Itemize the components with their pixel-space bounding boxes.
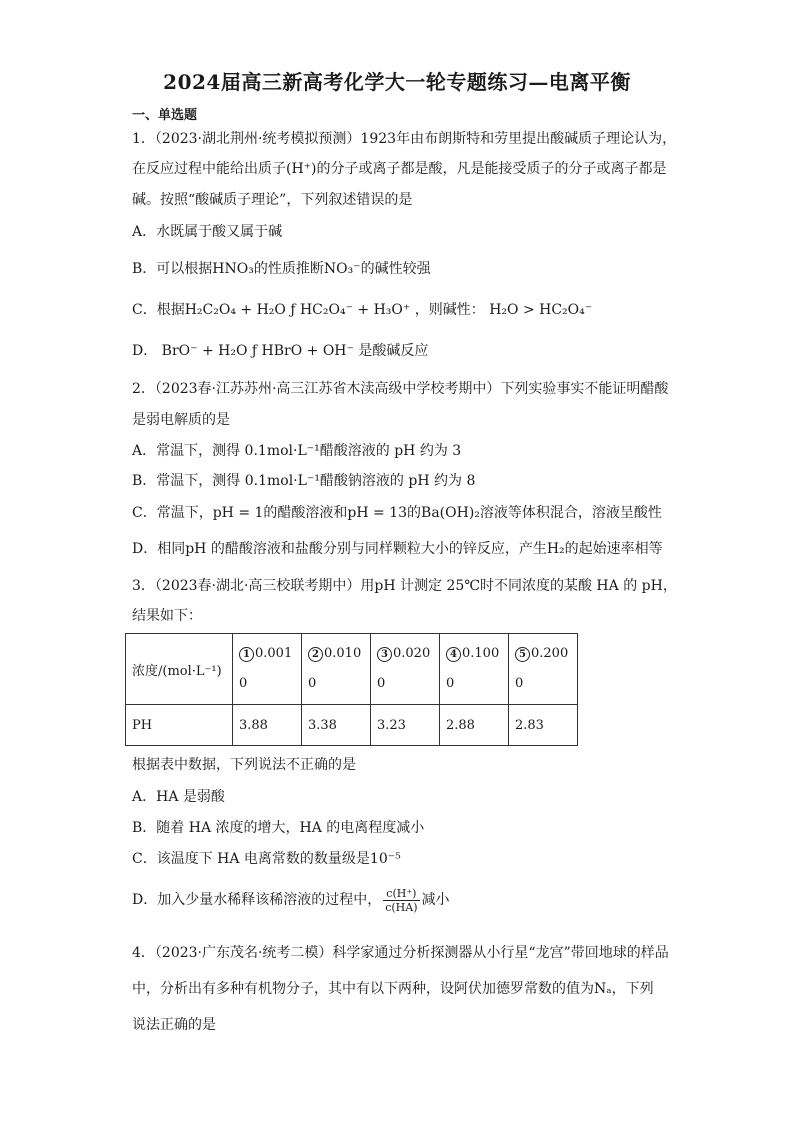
q3-stem-line-2: 结果如下： <box>132 608 202 624</box>
table-row <box>126 634 578 705</box>
q4-stem-line-2: 中，分析出有多种有机物分子，其中有以下两种，设阿伏加德罗常数的值为Nₐ，下列 <box>132 981 654 997</box>
table-cell: 2 0.010 0 <box>302 634 371 705</box>
q3-stem-line-1: 3．（2023春·湖北·高三校联考期中）用pH 计测定 25℃时不同浓度的某酸 HA 的 pH， <box>132 578 677 594</box>
table-cell: 3 0.020 0 <box>371 634 440 705</box>
q3-option-c: C．该温度下 HA 电离常数的数量级是10⁻⁵ <box>132 851 401 867</box>
circled-number-5: 5 <box>515 647 530 662</box>
page-title: 2024届高三新高考化学大一轮专题练习—电离平衡 <box>163 70 631 94</box>
table-row-label-ph: PH <box>126 705 233 746</box>
q4-stem-line-1: 4．（2023·广东茂名·统考二模）科学家通过分析探测器从小行星“龙宫”带回地球的样品 <box>132 945 669 961</box>
q2-option-b: B．常温下，测得 0.1mol·L⁻¹醋酸钠溶液的 pH 约为 8 <box>132 473 476 489</box>
q2-option-c: C．常温下，pH = 1的醋酸溶液和pH = 13的Ba(OH)₂溶液等体积混合，溶液呈酸性 <box>132 505 662 521</box>
q3-option-d: D．加入少量水稀释该稀溶液的过程中， $\frac{c(H^+)}{c(HA)}$ 减小 <box>132 886 450 914</box>
q2-stem-line-2: 是弱电解质的是 <box>132 412 230 428</box>
table-cell: 1 0.001 0 <box>233 634 302 705</box>
q2-option-a: A．常温下，测得 0.1mol·L⁻¹醋酸溶液的 pH 约为 3 <box>132 443 462 459</box>
q1-option-a: A．水既属于酸又属于碱 <box>132 224 283 240</box>
q1-stem-line-3: 碱。按照“酸碱质子理论”，下列叙述错误的是 <box>132 192 413 208</box>
table-header-concentration: 浓度/(mol·L⁻¹) <box>126 634 233 705</box>
table-cell: 5 0.200 0 <box>509 634 578 705</box>
circled-number-4: 4 <box>446 647 461 662</box>
q1-stem-line-1: 1．（2023·湖北荆州·统考模拟预测）1923年由布朗斯特和劳里提出酸碱质子理论认为， <box>132 131 677 147</box>
section-heading: 一、单选题 <box>132 108 198 123</box>
q4-stem-line-3: 说法正确的是 <box>132 1017 216 1033</box>
q3-option-a: A．HA 是弱酸 <box>132 789 225 805</box>
circled-number-3: 3 <box>377 647 392 662</box>
q1-option-b: B．可以根据HNO₃的性质推断NO₃⁻的碱性较强 <box>132 261 431 277</box>
table-cell: 4 0.100 0 <box>440 634 509 705</box>
q2-option-d: D．相同pH 的醋酸溶液和盐酸分别与同样颗粒大小的锌反应，产生H₂的起始速率相等 <box>132 541 663 557</box>
q1-option-d: D． BrO⁻ + H₂O ƒ HBrO + OH⁻ 是酸碱反应 <box>132 343 429 359</box>
circled-number-1: 1 <box>239 647 254 662</box>
q1-stem-line-2: 在反应过程中能给出质子(H⁺)的分子或离子都是酸，凡是能接受质子的分子或离子都是 <box>132 161 667 177</box>
table-cell: 3.88 <box>233 705 302 746</box>
table-cell: 3.38 <box>302 705 371 746</box>
table-row <box>126 705 578 746</box>
fraction: $\frac{c(H^+)}{c(HA)}$ <box>385 886 418 914</box>
q3-option-b: B．随着 HA 浓度的增大，HA 的电离程度减小 <box>132 820 425 836</box>
q3-stem-line-3: 根据表中数据，下列说法不正确的是 <box>132 757 356 773</box>
table-cell: 2.83 <box>509 705 578 746</box>
circled-number-2: 2 <box>308 647 323 662</box>
q2-stem-line-1: 2．（2023春·江苏苏州·高三江苏省木渎高级中学校考期中）下列实验事实不能证明醋酸 <box>132 381 669 397</box>
table-cell: 2.88 <box>440 705 509 746</box>
q1-option-c: C．根据H₂C₂O₄ + H₂O ƒ HC₂O₄⁻ + H₃O⁺ ，则碱性： H₂O > HC₂O₄⁻ <box>132 302 593 318</box>
concentration-ph-table <box>125 633 578 746</box>
table-cell: 3.23 <box>371 705 440 746</box>
